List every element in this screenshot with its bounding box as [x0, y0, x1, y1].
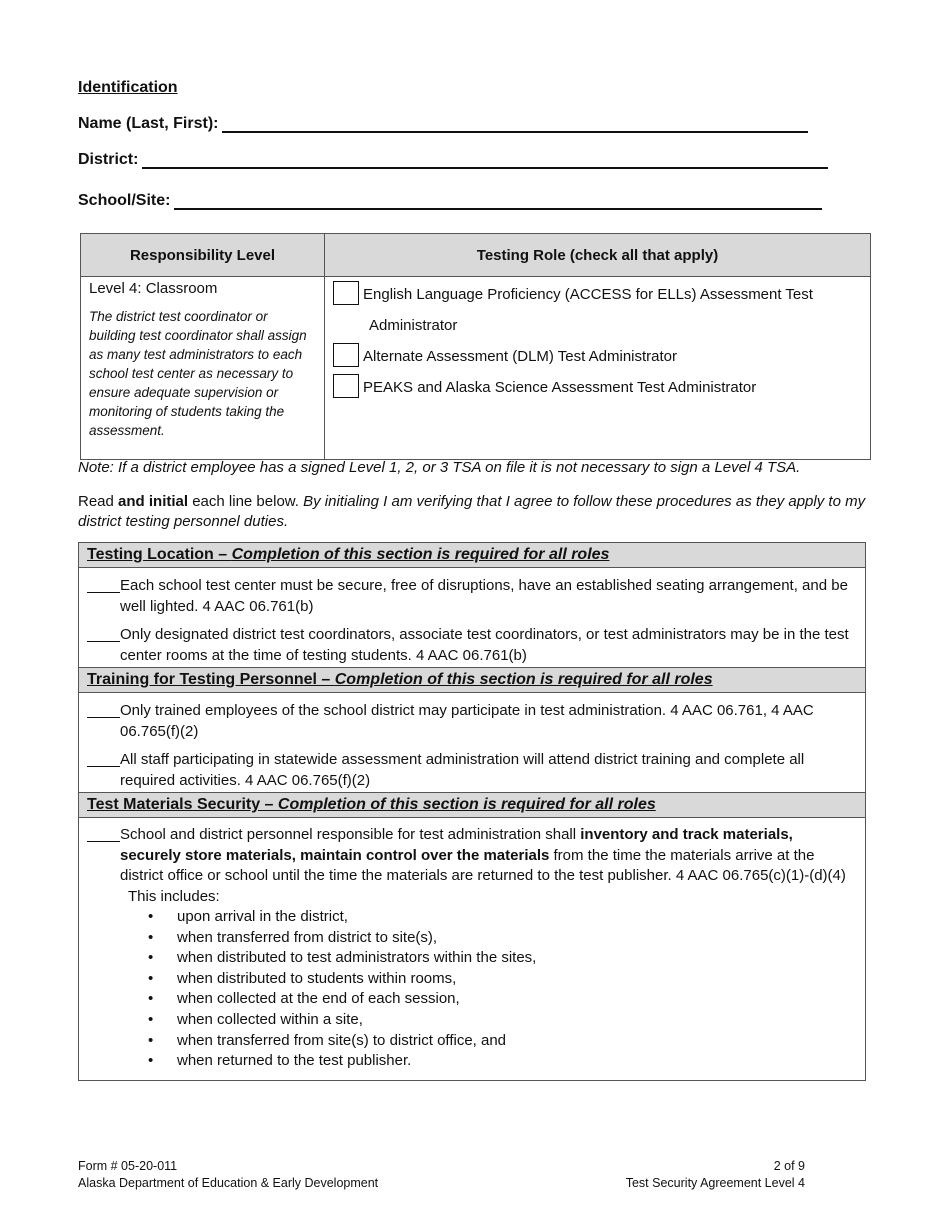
instructions-middle: each line below.: [188, 493, 304, 510]
roles-table: [80, 233, 871, 460]
bullet-item: • when distributed to test administrators within the sites,: [128, 948, 857, 969]
role-option-access: [333, 279, 862, 310]
bullet-item: • when distributed to students within rooms,: [128, 969, 857, 990]
role-label-access: English Language Proficiency (ACCESS for ELLs) Assessment Test: [363, 286, 813, 303]
procedure-text: Only designated district test coordinators, associate test coordinators, or test administrators may be in the test center rooms at the time of testing students. 4 AAC 06.761(b): [120, 626, 849, 664]
district-label: District:: [78, 151, 139, 168]
materials-text-bold: inventory and track materials, securely store materials, maintain control over the materials: [120, 826, 793, 864]
bullet-item: • when collected at the end of each session,: [128, 989, 857, 1010]
district-field-row: [78, 151, 828, 169]
initial-blank[interactable]: [87, 625, 120, 642]
procedure-item: [87, 825, 857, 887]
section-heading-materials: [79, 792, 865, 818]
name-label: Name (Last, First):: [78, 115, 219, 132]
procedure-text: [120, 825, 857, 887]
initial-blank[interactable]: [87, 701, 120, 718]
role-option-peaks: [333, 372, 862, 403]
footer-right: [626, 1158, 805, 1192]
department-name: Alaska Department of Education & Early Development: [78, 1176, 379, 1190]
footer-left: [78, 1158, 378, 1192]
procedure-text: Only trained employees of the school district may participate in test administration. 4 AAC 06.761, 4 AAC 06.765(f)(2): [120, 702, 814, 740]
name-blank-line[interactable]: [222, 117, 808, 133]
bullet-item: • upon arrival in the district,: [128, 907, 857, 928]
role-label-peaks: PEAKS and Alaska Science Assessment Test Administrator: [363, 379, 757, 396]
page-number: 2 of 9: [773, 1159, 805, 1173]
school-field-row: [78, 192, 822, 210]
procedures-sections: [78, 542, 866, 1081]
materials-text-prefix: School and district personnel responsible for test administration shall: [120, 826, 581, 843]
section-heading-location: [79, 543, 865, 568]
section-body-location: [79, 568, 865, 667]
section-body-materials: [79, 818, 865, 1080]
section-title-location-em: Completion of this section is required for all roles: [231, 546, 610, 563]
initial-instructions: [78, 492, 868, 532]
procedure-text: Each school test center must be secure, free of disruptions, have an established seating arrangement, and be well lighted. 4 AAC 06.761(b): [120, 577, 848, 615]
procedure-item: [87, 750, 857, 791]
initial-blank[interactable]: [87, 825, 120, 842]
form-number: Form # 05-20-011: [78, 1159, 178, 1173]
section-title-materials-em: Completion of this section is required for all roles: [277, 796, 656, 813]
instructions-prefix: Read: [78, 493, 119, 510]
includes-label: This includes:: [128, 887, 220, 905]
procedure-item: [87, 625, 857, 666]
instructions-italic: By initialing I am verifying that I agree to follow these procedures as they apply to my district testing personnel duties.: [78, 493, 866, 530]
bullet-item: • when returned to the test publisher.: [128, 1051, 857, 1072]
level-cell: [81, 277, 325, 460]
procedure-text: All staff participating in statewide assessment administration will attend district training and complete all required activities. 4 AAC 06.765(f)(2): [120, 751, 805, 789]
level-description: The district test coordinator or building test coordinator shall assign as many test administrators to each school test center as necessary to ensure adequate supervision or monitoring of students taking the assessment.: [89, 309, 307, 438]
document-title: Test Security Agreement Level 4: [625, 1176, 805, 1190]
role-label-access-cont: Administrator: [369, 317, 458, 334]
testing-role-header: Testing Role (check all that apply): [325, 234, 871, 277]
bullet-item: • when transferred from site(s) to district office, and: [128, 1031, 857, 1052]
materials-text-suffix: from the time the materials arrive at the district office or school until the time the materials are returned to the test publisher. 4 AAC 06.765(c)(1)-(d)(4): [120, 846, 846, 884]
name-field-row: [78, 115, 808, 133]
procedure-item: [87, 701, 857, 742]
bullet-item: • when transferred from district to site(s),: [128, 928, 857, 949]
procedure-item: [87, 576, 857, 617]
section-heading-training: [79, 667, 865, 693]
bullet-item: • when collected within a site,: [128, 1010, 857, 1031]
responsibility-level-header: Responsibility Level: [81, 234, 325, 277]
role-label-dlm: Alternate Assessment (DLM) Test Administrator: [363, 348, 678, 365]
role-checkbox-access[interactable]: [333, 281, 359, 305]
section-title-materials: Test Materials Security –: [87, 796, 278, 813]
section-title-training: Training for Testing Personnel –: [87, 671, 335, 688]
role-checkbox-dlm[interactable]: [333, 343, 359, 367]
section-body-training: [79, 693, 865, 792]
initial-blank[interactable]: [87, 576, 120, 593]
materials-bullet-list: [87, 907, 857, 1072]
section-title-location: Testing Location –: [87, 546, 232, 563]
identification-heading: Identification: [78, 79, 178, 96]
district-blank-line[interactable]: [142, 153, 828, 169]
role-checkbox-peaks[interactable]: [333, 374, 359, 398]
role-cell: [325, 277, 871, 460]
school-label: School/Site:: [78, 192, 171, 209]
tsa-note: Note: If a district employee has a signed Level 1, 2, or 3 TSA on file it is not necessary to sign a Level 4 TSA.: [78, 459, 801, 476]
initial-blank[interactable]: [87, 750, 120, 767]
school-blank-line[interactable]: [174, 194, 822, 210]
level-title: Level 4: Classroom: [89, 280, 218, 297]
section-title-training-em: Completion of this section is required for all roles: [334, 671, 713, 688]
role-option-dlm: [333, 341, 862, 372]
instructions-bold: and initial: [118, 493, 189, 510]
